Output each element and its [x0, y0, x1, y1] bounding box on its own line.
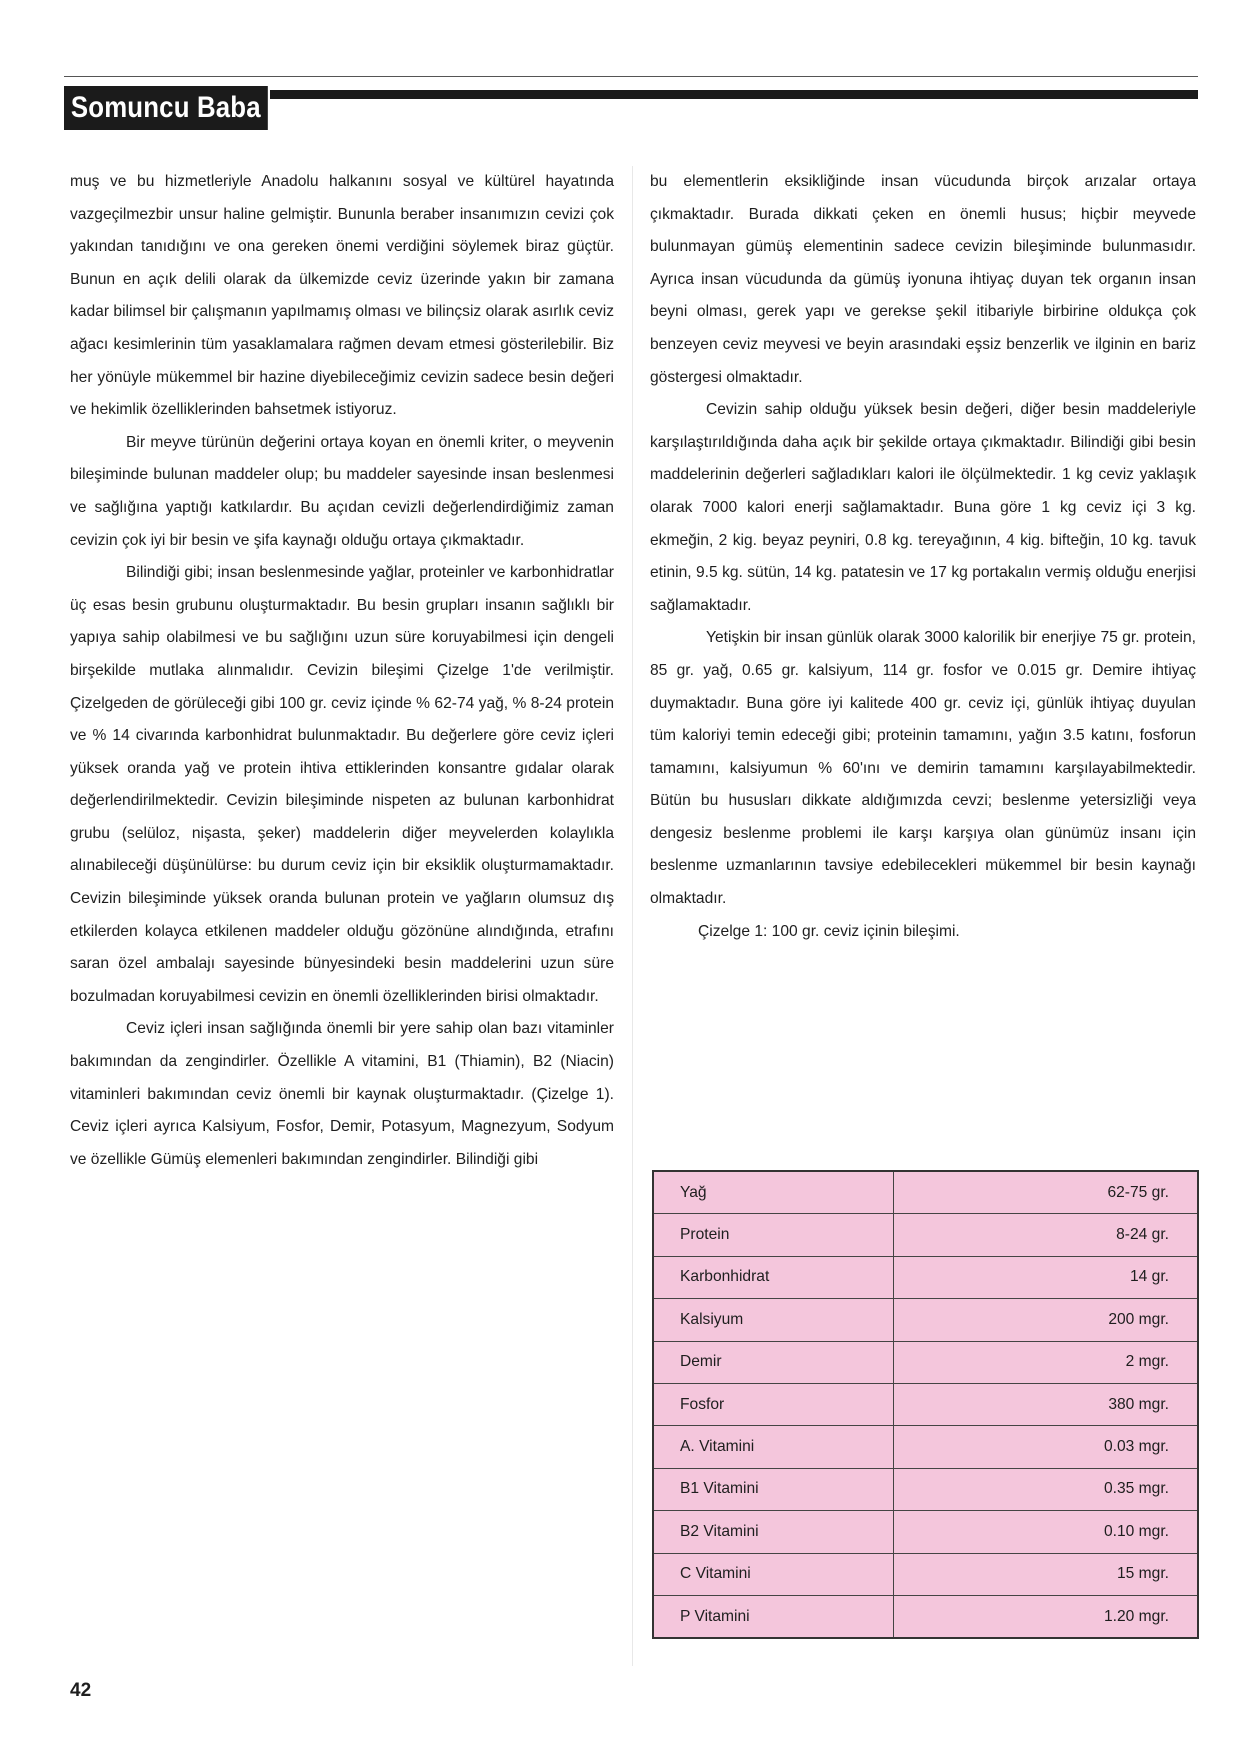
paragraph: Cevizin sahip olduğu yüksek besin değeri, diğer besin maddeleriyle karşılaştırıldığında daha açık bir şekilde ortaya çıkmaktadır. Bilindiği gibi besin maddelerinin değerleri sağladıkları kalori ile ölçülmektedir. 1 kg ceviz yaklaşık olarak 7000 kalori enerji sağlamaktadır. Buna göre 1 kg ceviz içi 3 kg. ekmeğin, 2 kig. beyaz peyniri, 0.8 kg. tereyağının, 4 kig. bifteğin, 10 kg. tavuk etinin, 9.5 kg. sütün, 14 kg. patatesin ve 17 kg portakalın vermiş olduğu enerjisi sağlamaktadır.: [650, 401, 1196, 614]
nutrient-value: 1.20 mgr.: [894, 1595, 1199, 1638]
table-caption: Çizelge 1: 100 gr. ceviz içinin bileşimi.: [698, 922, 960, 940]
paragraph: muş ve bu hizmetleriyle Anadolu halkanını sosyal ve kültürel hayatında vazgeçilmezbir unsur haline gelmiştir. Bununla beraber insanımızın cevizi çok yakından tanıdığını ve ona gereken önemi verdiğini söylemek biraz güçtür. Bunun en açık delili olarak da ülkemizde ceviz üzerinde yakın bir zamana kadar bilimsel bir çalışmanın yapılmamış olması ve bilinçsiz olarak asırlık ceviz ağacı kesimlerinin tüm yasaklamalara rağmen devam etmesi gösterilebilir. Biz her yönüyle mükemmel bir hazine diyebileceğimiz cevizin sadece besin değeri ve hekimlik özelliklerinden bahsetmek istiyoruz.: [70, 173, 614, 419]
paragraph: Yetişkin bir insan günlük olarak 3000 kalorilik bir enerjiye 75 gr. protein, 85 gr. yağ, 0.65 gr. kalsiyum, 114 gr. fosfor ve 0.015 gr. Demire ihtiyaç duymaktadır. Buna göre iyi kalitede 400 gr. ceviz içi, günlük ihtiyaç duyulan tüm kaloriyi temin edeceği gibi; proteinin tamamını, yağın 3.5 katını, fosforun tamamını, kalsiyumun % 60'ını ve demirin tamamını karşılayabilmektedir. Bütün bu hususları dikkate aldığımızda cevzi; beslenme yetersizliği veya dengesiz beslenme problemi ile karşı karşıya olan günümüz insanı için beslenme uzmanlarının tavsiye edebilecekleri mükemmel bir besin kaynağı olmaktadır.: [650, 629, 1196, 908]
left-column: [70, 166, 614, 1176]
table-row: [653, 1468, 1198, 1510]
nutrient-value: 15 mgr.: [894, 1553, 1199, 1595]
table-row: [653, 1595, 1198, 1638]
paragraph: Bir meyve türünün değerini ortaya koyan en önemli kriter, o meyvenin bileşiminde bulunan maddeler olup; bu maddeler sayesinde insan beslenmesi ve sağlığına yaptığı katkılardır. Bu açıdan cevizli değerlendirdiğimiz zaman cevizin çok iyi bir besin ve şifa kaynağı olduğu ortaya çıkmaktadır.: [70, 433, 614, 549]
nutrient-name: Kalsiyum: [653, 1299, 894, 1341]
nutrient-name: Yağ: [653, 1171, 894, 1214]
nutrient-value: 14 gr.: [894, 1256, 1199, 1298]
nutrient-name: Karbonhidrat: [653, 1256, 894, 1298]
composition-table: [652, 1170, 1199, 1639]
right-column: [650, 166, 1196, 948]
column-divider: [632, 166, 633, 1666]
magazine-title: Somuncu Baba: [64, 86, 268, 130]
nutrient-value: 2 mgr.: [894, 1341, 1199, 1383]
header-thin-rule: [64, 76, 1198, 77]
nutrient-name: B1 Vitamini: [653, 1468, 894, 1510]
paragraph: bu elementlerin eksikliğinde insan vücudunda birçok arızalar ortaya çıkmaktadır. Burada dikkati çeken en önemli husus; hiçbir meyvede bulunmayan gümüş elementinin sadece cevizin bileşiminde bulunmasıdır. Ayrıca insan vücudunda da gümüş iyonuna ihtiyaç duyan tek organın insan beyni olması, gerek yapı ve gerekse şekil itibariyle birbirine oldukça çok benzeyen ceviz meyvesi ve beyin arasındaki eşsiz benzerlik ve ilginin en bariz göstergesi olmaktadır.: [650, 173, 1196, 386]
table-row: [653, 1341, 1198, 1383]
nutrient-value: 380 mgr.: [894, 1383, 1199, 1425]
nutrient-value: 0.35 mgr.: [894, 1468, 1199, 1510]
composition-table-body: [653, 1171, 1198, 1638]
nutrient-name: P Vitamini: [653, 1595, 894, 1638]
nutrient-value: 8-24 gr.: [894, 1214, 1199, 1256]
nutrient-name: C Vitamini: [653, 1553, 894, 1595]
table-row: [653, 1299, 1198, 1341]
nutrient-value: 200 mgr.: [894, 1299, 1199, 1341]
nutrient-name: Demir: [653, 1341, 894, 1383]
nutrient-value: 62-75 gr.: [894, 1171, 1199, 1214]
table-row: [653, 1171, 1198, 1214]
nutrient-name: Protein: [653, 1214, 894, 1256]
table-row: [653, 1553, 1198, 1595]
nutrient-name: A. Vitamini: [653, 1426, 894, 1468]
magazine-header: [64, 76, 1198, 132]
paragraph: Ceviz içleri insan sağlığında önemli bir yere sahip olan bazı vitaminler bakımından da zengindirler. Özellikle A vitamini, B1 (Thiamin), B2 (Niacin) vitaminleri bakımından ceviz önemli bir kaynak oluşturmaktadır. (Çizelge 1). Ceviz içleri ayrıca Kalsiyum, Fosfor, Demir, Potasyum, Magnezyum, Sodyum ve özellikle Gümüş elemenleri bakımından zengindirler. Bilindiği gibi: [70, 1020, 614, 1168]
table-row: [653, 1256, 1198, 1298]
nutrient-name: B2 Vitamini: [653, 1511, 894, 1553]
page-number: 42: [70, 1680, 92, 1701]
paragraph: Bilindiği gibi; insan beslenmesinde yağlar, proteinler ve karbonhidratlar üç esas besin grubunu oluşturmaktadır. Bu besin grupları insanın sağlıklı bir yapıya sahip olabilmesi ve bu sağlığını uzun süre koruyabilmesi için dengeli birşekilde mutlaka alınmalıdır. Cevizin bileşimi Çizelge 1'de verilmiştir. Çizelgeden de görüleceği gibi 100 gr. ceviz içinde % 62-74 yağ, % 8-24 protein ve % 14 civarında karbonhidrat bulunmaktadır. Bu değerlere göre ceviz içleri yüksek oranda yağ ve protein ihtiva ettiklerinden konsantre gıdalar olarak değerlendirilmektedir. Cevizin bileşiminde nispeten az bulunan karbonhidrat grubu (selüloz, nişasta, şeker) maddelerin diğer meyvelerden kolaylıkla alınabileceği düşünülürse: bu durum ceviz için bir eksiklik oluşturmamaktadır. Cevizin bileşiminde yüksek oranda bulunan protein ve yağların olumsuz dış etkilerden kolayca etkilenen maddeler olduğu gözönüne alındığında, etrafını saran özel ambalajı sayesinde bünyesindeki besin maddelerini uzun süre bozulmadan koruyabilmesi cevizin en önemli özelliklerinden birisi olmaktadır.: [70, 564, 614, 1005]
table-row: [653, 1214, 1198, 1256]
table-row: [653, 1426, 1198, 1468]
table-row: [653, 1383, 1198, 1425]
nutrient-name: Fosfor: [653, 1383, 894, 1425]
header-thick-rule: [270, 90, 1198, 99]
table-row: [653, 1511, 1198, 1553]
nutrient-value: 0.10 mgr.: [894, 1511, 1199, 1553]
nutrient-value: 0.03 mgr.: [894, 1426, 1199, 1468]
